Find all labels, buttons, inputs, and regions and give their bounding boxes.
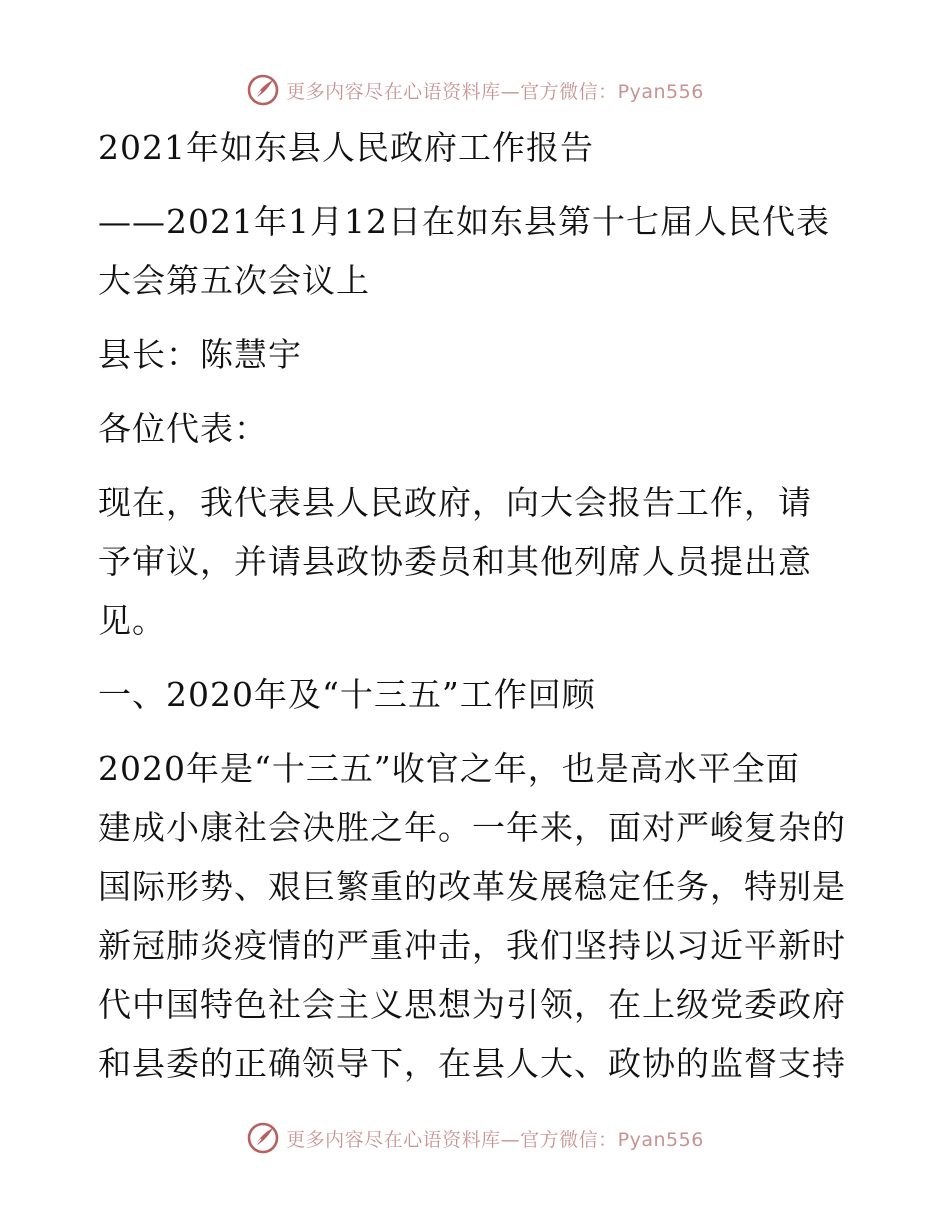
watermark-text: 更多内容尽在心语资料库—官方微信：Pyan556 <box>286 80 704 103</box>
body-line: 建成小康社会决胜之年。一年来，面对严峻复杂的 <box>98 808 846 847</box>
body-line: 2020年是“十三五”收官之年，也是高水平全面 <box>98 749 800 788</box>
intro-line: 予审议，并请县政协委员和其他列席人员提出意 <box>98 542 812 581</box>
document-title: 2021年如东县人民政府工作报告 <box>98 128 594 167</box>
header-watermark <box>0 70 950 110</box>
quill-circle-icon <box>246 1121 280 1155</box>
subtitle-line: 大会第五次会议上 <box>98 261 370 300</box>
intro-line: 现在，我代表县人民政府，向大会报告工作，请 <box>98 483 812 522</box>
body-line: 国际形势、艰巨繁重的改革发展稳定任务，特别是 <box>98 867 846 906</box>
body-line: 新冠肺炎疫情的严重冲击，我们坚持以习近平新时 <box>98 926 846 965</box>
subtitle-line: ——2021年1月12日在如东县第十七届人民代表 <box>98 202 830 241</box>
body-line: 代中国特色社会主义思想为引领，在上级党委政府 <box>98 985 846 1024</box>
footer-watermark <box>0 1118 950 1158</box>
body-line: 和县委的正确领导下，在县人大、政协的监督支持 <box>98 1044 846 1083</box>
document-body <box>98 118 858 1093</box>
speaker-line: 县长：陈慧宇 <box>98 335 302 374</box>
salutation-line: 各位代表： <box>98 409 268 448</box>
quill-circle-icon <box>246 73 280 107</box>
section-heading: 一、2020年及“十三五”工作回顾 <box>98 675 596 714</box>
watermark-text: 更多内容尽在心语资料库—官方微信：Pyan556 <box>286 1128 704 1151</box>
intro-line: 见。 <box>98 601 166 640</box>
